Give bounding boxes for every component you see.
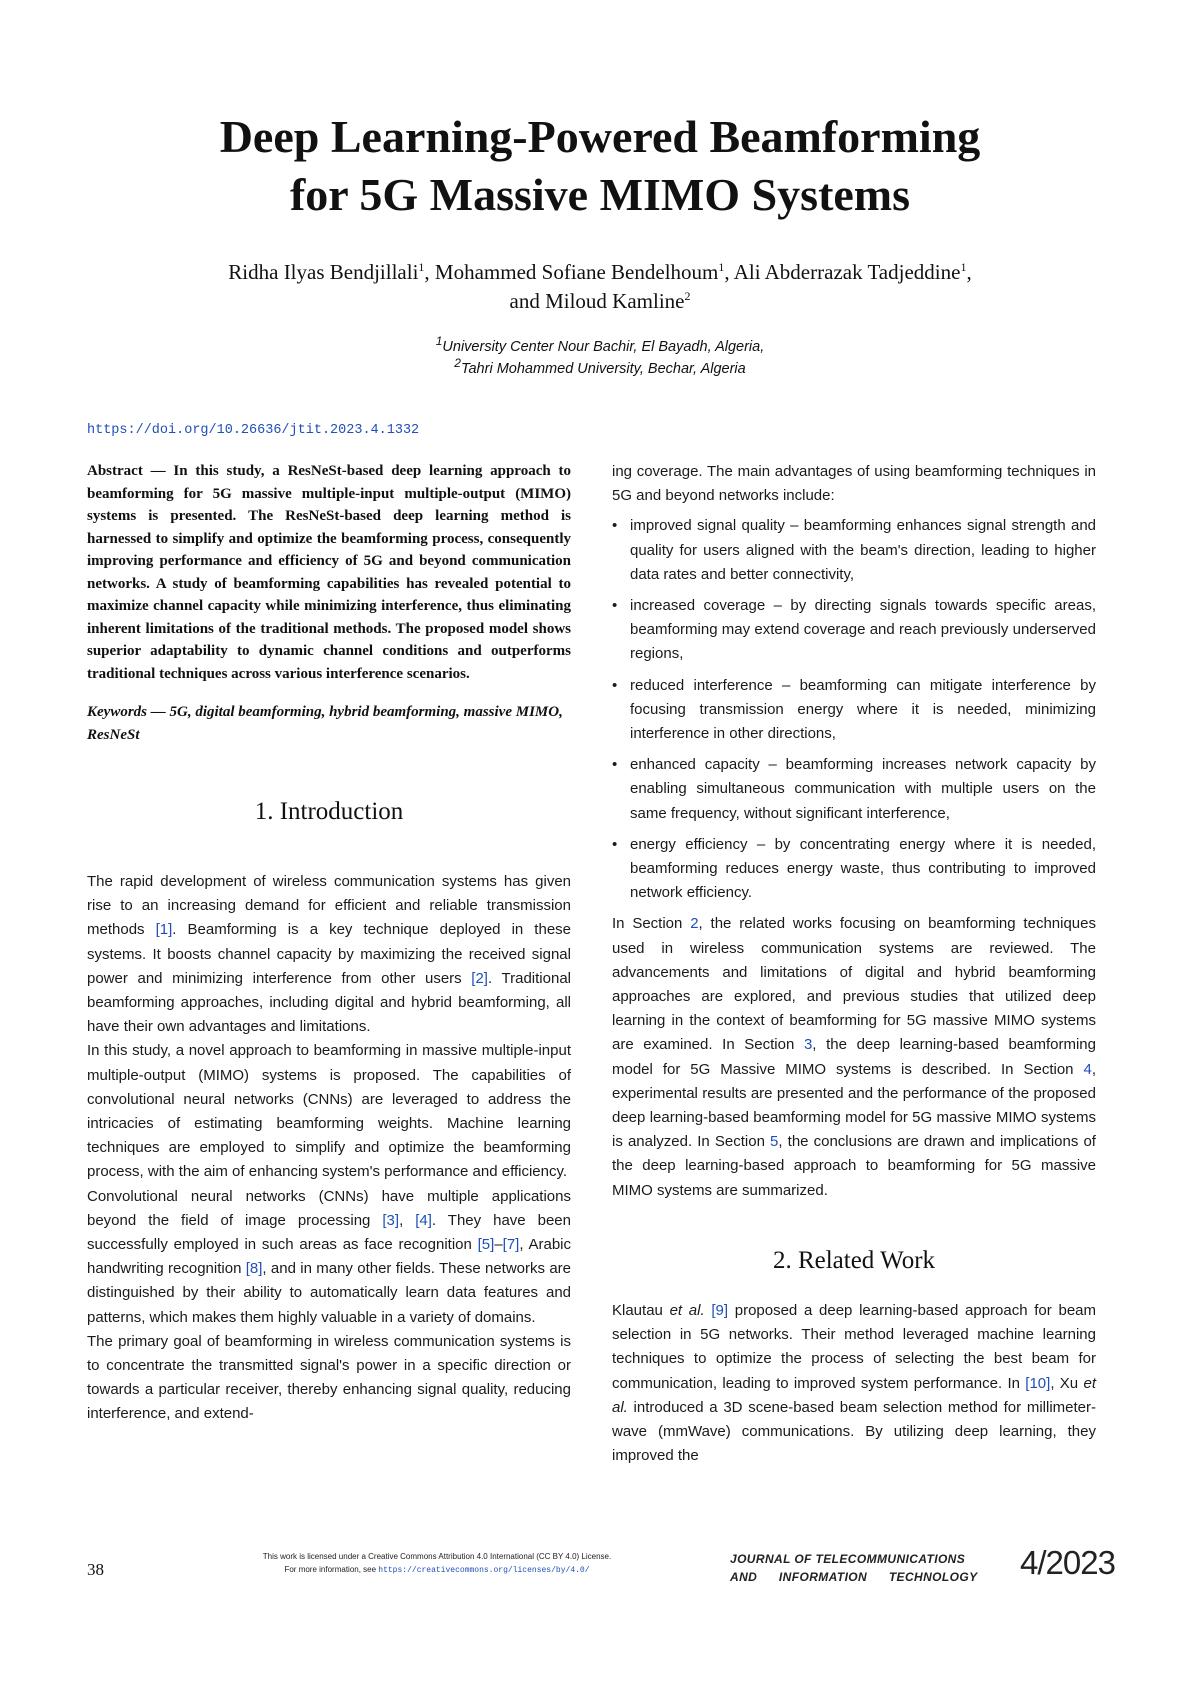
list-item-text: reduced interference – beamforming can mitigate interference by focusing transmission energy where it is needed, minimizing interference in other directions, [630,676,1096,743]
list-item [612,753,1096,826]
list-item-text: increased coverage – by directing signals towards specific areas, beamforming may extend coverage and reach previously underserved regions, [630,597,1096,663]
citation-2[interactable]: [2] [471,969,488,987]
author-3-affil-mark: 1 [960,260,967,274]
abstract-label: Abstract — [87,463,174,479]
keywords: Keywords — 5G, digital beamforming, hybrid beamforming, massive MIMO, ResNeSt [87,704,563,743]
overview-text-b: , the related works focusing on beamforming techniques used in wireless communication systems are reviewed. The advancements and limitations of digital and hybrid beamforming approaches are explored, and previous studies that utilized deep learning in the context of beamforming for 5G massive MIMO systems are examined. In Section [612,915,1096,1054]
intro-paragraph-1 [87,870,571,1039]
affiliation-1: University Center Nour Bachir, El Bayadh, Algeria, [442,339,765,355]
license-line-1: This work is licensed under a Creative Commons Attribution 4.0 International (CC BY 4.0) License. [262,1552,612,1561]
rw-text-c: , Xu [1050,1374,1084,1392]
license-notice [217,1550,657,1577]
citation-3[interactable]: [3] [382,1211,400,1229]
right-paragraph-continuation: ing coverage. The main advantages of using beamforming techniques in 5G and beyond networks include: [612,463,1096,505]
intro-p3-text-b: . They have been successfully employed in such areas as face recognition [87,1211,571,1254]
issue-number: 4/2023 [1020,1544,1115,1581]
list-item [612,674,1096,747]
author-2: Mohammed Sofiane Bendelhoum [434,260,719,284]
author-list: Ridha Ilyas Bendjillali$^1$, Mohammed Sofiane Bendelhoum$^1$, Ali Abderrazak Tadjeddine$^1$, and Miloud Kamline$^2$ [228,260,972,313]
rw-text-d: introduced a 3D scene-based beam selection method for millimeter-wave (mmWave) communications. By utilizing deep learning, they improved the [612,1398,1096,1465]
overview-text-d: , experimental results are presented and the performance of the proposed deep learning-based beamforming model for 5G massive MIMO systems is analyzed. In Section [612,1060,1096,1151]
intro-paragraph-2: In this study, a novel approach to beamforming in massive multiple-input multiple-output (MIMO) systems is proposed. The capabilities of convolutional neural networks (CNNs) are leveraged to address the intricacies of estimating beamforming weights. Machine learning techniques are employed to simplify and optimize the beamforming process, with the aim of enhancing system's performance and efficiency. [87,1042,571,1181]
bullet-icon: • [612,835,618,853]
intro-p3-dash: – [494,1236,503,1254]
affil-2-mark: 2 [454,356,461,371]
title-line-1: Deep Learning-Powered Beamforming [219,111,981,162]
overview-text-e: , the conclusions are drawn and implications of the deep learning-based approach to beamforming for 5G massive MIMO systems are summarized. [612,1133,1096,1199]
affiliations [100,336,1100,380]
list-item [612,833,1096,906]
license-line-2 [217,1563,657,1577]
abstract-text: In this study, a ResNeSt-based deep learning approach to beamforming for 5G massive multiple-input multiple-output (MIMO) systems is presented. The ResNeSt-based deep learning method is harnessed to simplify and optimize the beamforming process, consequently improving performance and efficiency of 5G and beyond communication networks. A study of beamforming capabilities has revealed potential to maximize channel capacity while minimizing interference, thus eliminating inherent limitations of the traditional methods. The proposed model shows superior adaptability to dynamic channel conditions and outperforms traditional techniques across various interference scenarios. [87,463,571,682]
title-line-2: for 5G Massive MIMO Systems [289,169,911,220]
section-title-introduction: 1. Introduction [254,798,404,825]
section-overview-paragraph [612,912,1096,1202]
bullet-icon: • [612,756,618,774]
citation-1[interactable]: [1] [155,921,173,939]
license-url-link[interactable]: https://creativecommons.org/licenses/by/4.0/ [378,1566,590,1575]
bullet-icon: • [612,676,618,694]
doi-link[interactable]: https://doi.org/10.26636/jtit.2023.4.1332 [87,423,420,438]
intro-p1-text-c: . Traditional beamforming approaches, including digital and hybrid beamforming, all have their own advantages and limitations. [87,969,571,1036]
citation-8[interactable]: [8] [245,1260,263,1278]
affiliation-2: Tahri Mohammed University, Bechar, Algeria [460,361,746,377]
overview-text-c: , the deep learning-based beamforming model for 5G Massive MIMO systems is described. In Section [612,1036,1096,1078]
intro-p3-text-c: , Arabic handwriting recognition [87,1236,572,1278]
intro-paragraph-4: The primary goal of beamforming in wireless communication systems is to concentrate the transmitted signal's power in a specific direction or towards a particular receiver, thereby enhancing signal quality, reducing interference, and extend- [87,1332,571,1423]
citation-5[interactable]: [5] [477,1236,495,1254]
intro-p3-text-d: , and in many other fields. These networks are distinguished by their ability to automatically learn data features and patterns, which makes them highly valuable in a variety of domains. [87,1260,571,1326]
page-number: 38 [87,1560,104,1579]
abstract [87,460,571,685]
citation-4[interactable]: [4] [415,1211,432,1229]
rw-etal-1: et al. [669,1301,705,1319]
list-item-text: energy efficiency – by concentrating energy where it is needed, beamforming reduces energy waste, thus contributing to improved network efficiency. [630,835,1096,902]
author-1-affil-mark: 1 [418,260,425,274]
citation-9[interactable]: [9] [711,1301,729,1319]
license-line-2-prefix: For more information, see [284,1565,379,1574]
section-ref-2[interactable]: 2 [690,915,699,933]
author-1: Ridha Ilyas Bendjillali [228,260,419,284]
left-column [87,460,571,1427]
intro-paragraph-3 [87,1185,571,1330]
author-3: Ali Abderrazak Tadjeddine [733,260,961,284]
intro-p3-text-a: Convolutional neural networks (CNNs) have multiple applications beyond the field of image processing [87,1187,571,1229]
advantages-list [612,514,1096,905]
page-footer [87,1540,1115,1584]
section-ref-5[interactable]: 5 [770,1133,779,1151]
journal-name-line-1: JOURNAL OF TELECOMMUNICATIONS [730,1552,966,1566]
citation-10[interactable]: [10] [1025,1374,1051,1392]
intro-p1-text-a: The rapid development of wireless communication systems has given rise to an increasing demand for efficient and reliable transmission methods [87,873,571,939]
rw-text-b: proposed a deep learning-based approach for beam selection in 5G networks. Their method leveraged machine learning techniques to optimize the process of selecting the best beam for communication, leading to improved system performance. In [612,1301,1096,1392]
journal-name-line-2: AND INFORMATION TECHNOLOGY [730,1570,978,1584]
rw-etal-2: et al. [612,1374,1096,1416]
bullet-icon: • [612,597,618,615]
list-item-text: enhanced capacity – beamforming increases network capacity by enabling simultaneous communication with multiple users on the same frequency, without significant interference, [630,756,1096,822]
section-ref-3[interactable]: 3 [803,1036,813,1054]
rw-text-a: Klautau [612,1301,670,1319]
citation-7[interactable]: [7] [502,1236,520,1254]
related-work-paragraph [612,1299,1096,1468]
section-ref-4[interactable]: 4 [1083,1060,1092,1078]
bullet-icon: • [612,517,618,535]
paper-title [100,108,1100,224]
author-4-affil-mark: 2 [684,289,691,303]
author-2-affil-mark: 1 [718,260,725,274]
section-title-related-work: 2. Related Work [772,1246,936,1274]
list-item [612,514,1096,587]
intro-p1-text-b: . Beamforming is a key technique deployed in these systems. It boosts channel capacity by maximizing the received signal power and minimizing interference from other users [87,921,571,987]
affil-1-mark: 1 [435,334,443,349]
journal-name [730,1550,978,1586]
list-item-text: improved signal quality – beamforming enhances signal strength and quality for users aligned with the beam's direction, leading to higher data rates and better connectivity, [630,517,1096,583]
overview-text-a: In Section [612,915,691,933]
right-column [612,460,1096,1468]
list-item [612,594,1096,667]
author-4: and Miloud Kamline [509,289,685,313]
intro-p3-sep: , [399,1211,416,1229]
